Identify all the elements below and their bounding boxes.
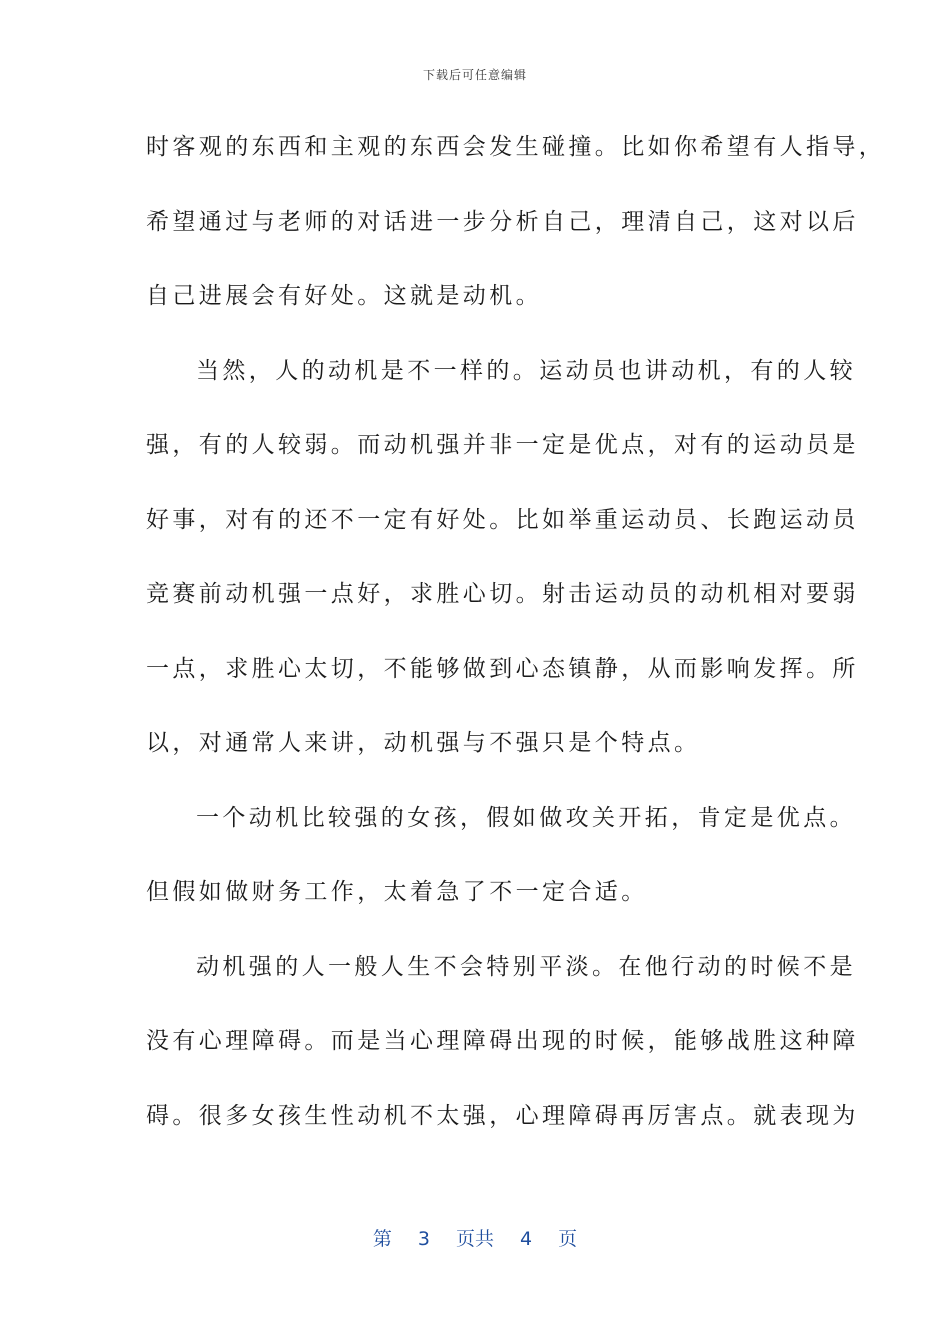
text-line: 一点，求胜心太切，不能够做到心态镇静，从而影响发挥。所 bbox=[146, 655, 859, 682]
paragraph-start-line: 动机强的人一般人生不会特别平淡。在他行动的时候不是 bbox=[196, 953, 856, 980]
text-line: 时客观的东西和主观的东西会发生碰撞。比如你希望有人指导， bbox=[146, 134, 886, 160]
paragraph-start-line: 当然，人的动机是不一样的。运动员也讲动机，有的人较 bbox=[196, 357, 856, 384]
text-line: 自己进展会有好处。这就是动机。 bbox=[146, 283, 542, 309]
text-line: 以，对通常人来讲，动机强与不强只是个特点。 bbox=[146, 730, 701, 756]
footer-middle: 页共 bbox=[455, 1228, 494, 1250]
text-line: 好事，对有的还不一定有好处。比如举重运动员、长跑运动员 bbox=[146, 506, 859, 533]
current-page-number: 3 bbox=[417, 1228, 430, 1250]
text-line: 没有心理障碍。而是当心理障碍出现的时候，能够战胜这种障 bbox=[146, 1028, 859, 1054]
footer-prefix: 第 bbox=[372, 1228, 392, 1250]
page-footer bbox=[0, 1224, 950, 1251]
footer-suffix: 页 bbox=[558, 1228, 578, 1250]
text-line: 碍。很多女孩生性动机不太强，心理障碍再厉害点。就表现为 bbox=[146, 1102, 859, 1129]
text-line: 竞赛前动机强一点好，求胜心切。射击运动员的动机相对要弱 bbox=[146, 581, 859, 607]
paragraph-start-line: 一个动机比较强的女孩，假如做攻关开拓，肯定是优点。 bbox=[196, 804, 856, 831]
text-line: 但假如做财务工作，太着急了不一定合适。 bbox=[146, 879, 648, 905]
text-line: 强，有的人较弱。而动机强并非一定是优点，对有的运动员是 bbox=[146, 432, 859, 458]
text-line: 希望通过与老师的对话进一步分析自己，理清自己，这对以后 bbox=[146, 208, 859, 235]
total-pages-number: 4 bbox=[520, 1228, 533, 1250]
document-body bbox=[146, 120, 886, 1163]
page-header: 下载后可任意编辑 bbox=[422, 68, 527, 82]
